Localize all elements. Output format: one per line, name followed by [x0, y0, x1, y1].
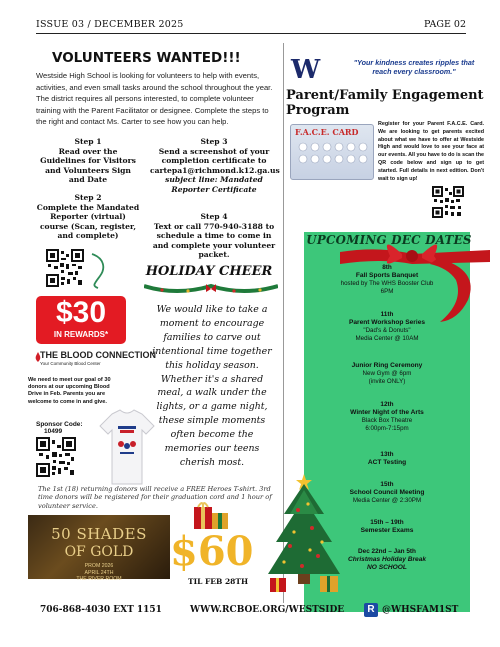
westside-w-logo: W	[291, 55, 321, 85]
event-name: Semester Exams	[360, 527, 414, 534]
event-detail: Media Center @ 10AM	[355, 335, 419, 342]
prom-price: $60	[170, 528, 254, 575]
face-card-description: Register for your Parent F.A.C.E. Card. We are looking to get parents excited about what we have to offer at Westside High and would love to see your face at our events. All you have to do is scan the QR code below and sign up to get started. Full details in next edition. Don't wait to sign up!	[378, 121, 484, 182]
event-winter-night-of-arts	[304, 401, 470, 433]
prom-title: 50 SHADES	[51, 525, 147, 543]
face-card-qr-code[interactable]	[432, 186, 464, 218]
prom-line-3: THE RIVER ROOM	[76, 576, 122, 582]
event-parent-workshop	[304, 311, 470, 343]
event-date: 15th	[380, 481, 394, 488]
event-name: Winter Night of the Arts	[350, 409, 424, 416]
event-detail: NO SCHOOL	[367, 564, 407, 571]
event-fall-sports-banquet	[304, 264, 470, 296]
step-1	[36, 137, 140, 185]
prom-flyer	[28, 515, 170, 582]
event-detail: Black Box Theatre	[361, 417, 413, 424]
step-4-text: Text or call 770-940-3188 to schedule a time to come in and complete your volunteer packet.	[152, 221, 276, 260]
returning-donors-note: The 1st (18) returning donors will receive a FREE Heroes T-shirt. 3rd time donors will be registered for their graduation cord and 1 hour of volunteer service.	[38, 485, 272, 510]
event-date: Dec 22nd – Jan 5th	[358, 548, 416, 555]
heroes-tshirt-image	[98, 408, 156, 488]
event-name: Christmas Holiday Break	[347, 556, 427, 563]
event-name: School Council Meeting	[349, 489, 425, 496]
event-act-testing	[304, 451, 470, 467]
event-date: 12th	[380, 401, 394, 408]
christmas-tree-icon	[264, 470, 344, 596]
step-2-heading: Step 2	[74, 193, 102, 202]
step-3-text: Send a screenshot of your completion certificate to cartepa1@richmond.k12.ga.us	[150, 146, 280, 175]
sponsor-code-label: Sponsor Code:	[36, 421, 83, 428]
footer-social-handle[interactable]: @WHSFAM1ST	[382, 605, 459, 615]
step-3-heading: Step 3	[200, 137, 228, 146]
garland-icon	[144, 282, 278, 296]
volunteers-title: VOLUNTEERS WANTED!!!	[52, 50, 241, 66]
event-detail: 6PM	[380, 288, 394, 295]
holiday-cheer-title: HOLIDAY CHEER	[145, 264, 273, 279]
blood-drive-qr-code[interactable]	[36, 437, 76, 477]
event-date: 8th	[382, 264, 392, 271]
step-3	[150, 137, 278, 195]
gift-boxes-icon	[192, 495, 232, 531]
pfe-program-title: Parent/Family Engagement Program	[286, 88, 484, 118]
social-r-icon: R	[364, 603, 378, 617]
event-date: 13th	[380, 451, 394, 458]
kindness-quote: "Your kindness creates ripples that reach every classroom."	[353, 58, 475, 76]
event-detail: (invite ONLY)	[368, 378, 406, 385]
blood-drive-goal: We need to meet our goal of 30 donors at our upcoming Blood Drive in Feb. Parents you are welcome to come in and give.	[28, 377, 111, 405]
rewards-amount: $30	[55, 296, 107, 329]
event-name: Parent Workshop Series	[348, 319, 426, 326]
mandated-reporter-qr-code[interactable]	[46, 249, 84, 287]
holiday-cheer-body: We would like to take a moment to encourage families to carve out intentional time together this holiday season. Whether it's a shared meal, a walk under the lights, or a game night, these simple moments often become the memories our teens cherish most.	[152, 304, 272, 468]
face-card-punch-icon	[297, 141, 369, 167]
step-1-heading: Step 1	[74, 137, 102, 146]
face-card-title: F.A.C.E. CARD	[295, 127, 359, 137]
page-number: PAGE 02	[423, 19, 466, 30]
event-detail: Media Center @ 2:30PM	[352, 497, 422, 504]
footer-phone[interactable]: 706-868-4030 EXT 1151	[40, 605, 162, 615]
event-detail: "Dad's & Donuts"	[363, 327, 411, 334]
face-card-image	[290, 124, 374, 180]
prom-deadline: TIL FEB 28TH	[188, 577, 249, 586]
rewards-badge	[36, 296, 126, 344]
sponsor-code-value: 10499	[44, 428, 63, 435]
blood-connection-logo	[40, 350, 156, 366]
prom-details	[28, 563, 170, 583]
event-name: Junior Ring Ceremony	[351, 362, 423, 369]
prom-line-2: APRIL 24TH	[84, 569, 114, 576]
step-4	[150, 212, 278, 260]
event-detail: 6:00pm-7:15pm	[365, 425, 409, 432]
issue-label: ISSUE 03 / DECEMBER 2025	[36, 19, 184, 30]
footer-website-link[interactable]: WWW.RCBOE.ORG/WESTSIDE	[190, 605, 345, 615]
event-name: ACT Testing	[367, 459, 407, 466]
step-2	[36, 193, 140, 241]
prom-line-1: PROM 2026	[84, 563, 114, 569]
upcoming-dates-title: UPCOMING DEC DATES	[306, 233, 472, 247]
event-name: Fall Sports Banquet	[355, 272, 419, 279]
rewards-label: IN REWARDS*	[53, 330, 109, 339]
step-1-text: Read over the Guidelines for Visitors and Volunteers Sign and Date	[40, 146, 136, 185]
event-detail: New Gym @ 6pm	[362, 370, 412, 377]
blood-org-name: THE BLOOD CONNECTION	[40, 350, 156, 360]
prom-subtitle: OF GOLD	[64, 544, 134, 560]
header-divider	[36, 33, 466, 34]
step-4-heading: Step 4	[200, 212, 228, 221]
volunteers-intro: Westside High School is looking for volunteers to help with events, activities, and even small tasks around the school throughout the year. The district requires all persons interested, to complete volunteer training with the Parent Facilitator or designee. Complete the steps to the right and contact Ms. Carter to see how you can help.	[36, 71, 273, 126]
arrow-doodle-icon	[88, 250, 110, 290]
blood-org-tagline: Your Community Blood Center	[40, 361, 101, 366]
event-date: 15th – 19th	[370, 519, 404, 526]
event-detail: hosted by The WHS Booster Club	[340, 280, 434, 287]
step-2-text: Complete the Mandated Reporter (virtual) course (Scan, register, and complete)	[36, 202, 140, 241]
event-date: 11th	[380, 311, 394, 318]
event-junior-ring-ceremony	[304, 362, 470, 386]
step-3-subject: subject line: Mandated Reporter Certificate	[165, 175, 263, 194]
